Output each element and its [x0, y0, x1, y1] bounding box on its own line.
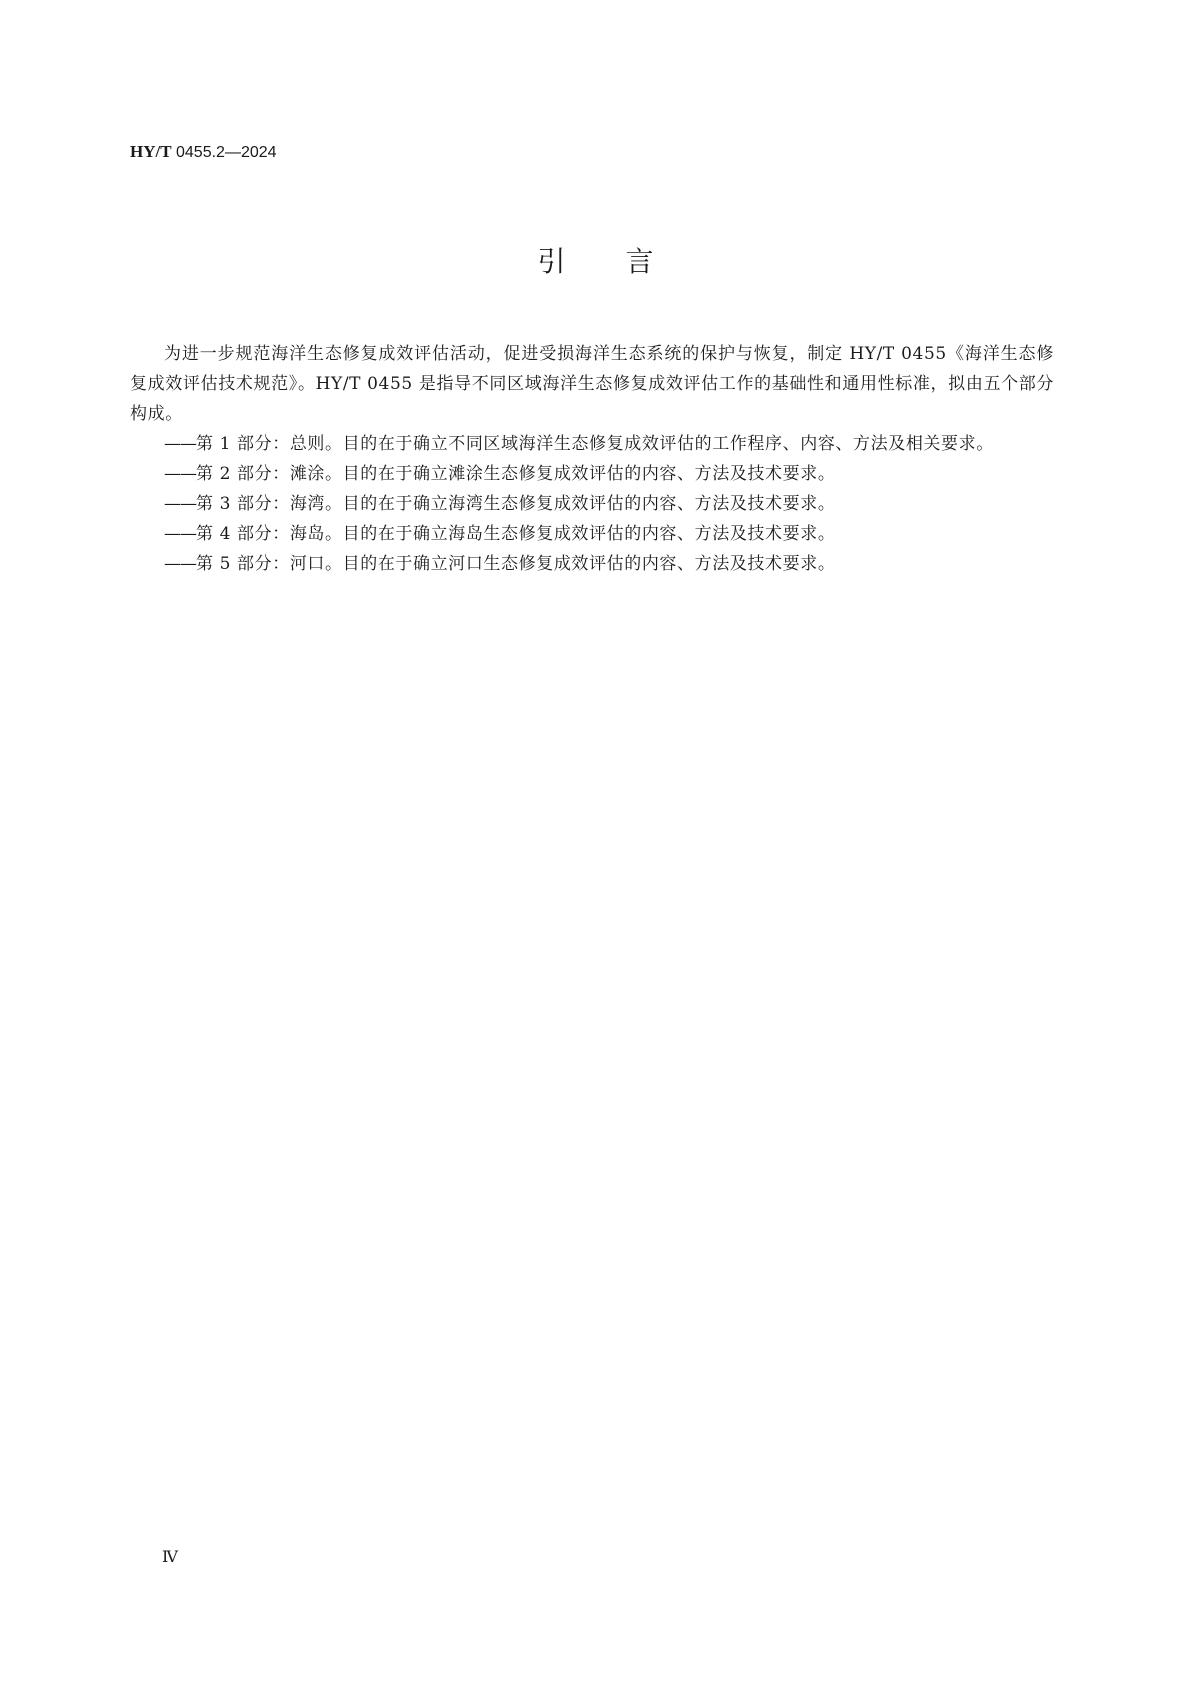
list-item [130, 489, 1054, 519]
list-item-text: 第 4 部分：海岛。目的在于确立海岛生态修复成效评估的内容、方法及技术要求。 [196, 524, 836, 544]
list-dash: —— [164, 494, 196, 514]
list-dash: —— [164, 464, 196, 484]
list-item [130, 519, 1054, 549]
section-title: 引言 [537, 245, 714, 278]
list-item-text: 第 1 部分：总则。目的在于确立不同区域海洋生态修复成效评估的工作程序、内容、方法及相关要求。 [196, 434, 994, 454]
list-item-text: 第 3 部分：海湾。目的在于确立海湾生态修复成效评估的内容、方法及技术要求。 [196, 494, 836, 514]
page-number: Ⅳ [162, 1549, 178, 1566]
standard-code-header [130, 142, 277, 163]
list-item-text: 第 2 部分：滩涂。目的在于确立滩涂生态修复成效评估的内容、方法及技术要求。 [196, 464, 836, 484]
list-dash: —— [164, 434, 196, 454]
section-body [130, 339, 1054, 579]
standard-code-prefix: HY/T [130, 142, 172, 161]
list-item [130, 429, 1054, 459]
parts-list [130, 429, 1054, 579]
list-item [130, 459, 1054, 489]
intro-paragraph: 为进一步规范海洋生态修复成效评估活动，促进受损海洋生态系统的保护与恢复，制定 HY/T 0455《海洋生态修复成效评估技术规范》。HY/T 0455 是指导不同区域海洋生态修复成效评估工作的基础性和通用性标准，拟由五个部分构成。 [130, 344, 1054, 424]
list-item [130, 549, 1054, 579]
standard-code-number: 0455.2—2024 [171, 144, 277, 161]
list-item-text: 第 5 部分：河口。目的在于确立河口生态修复成效评估的内容、方法及技术要求。 [196, 554, 836, 574]
list-dash: —— [164, 554, 196, 574]
list-dash: —— [164, 524, 196, 544]
